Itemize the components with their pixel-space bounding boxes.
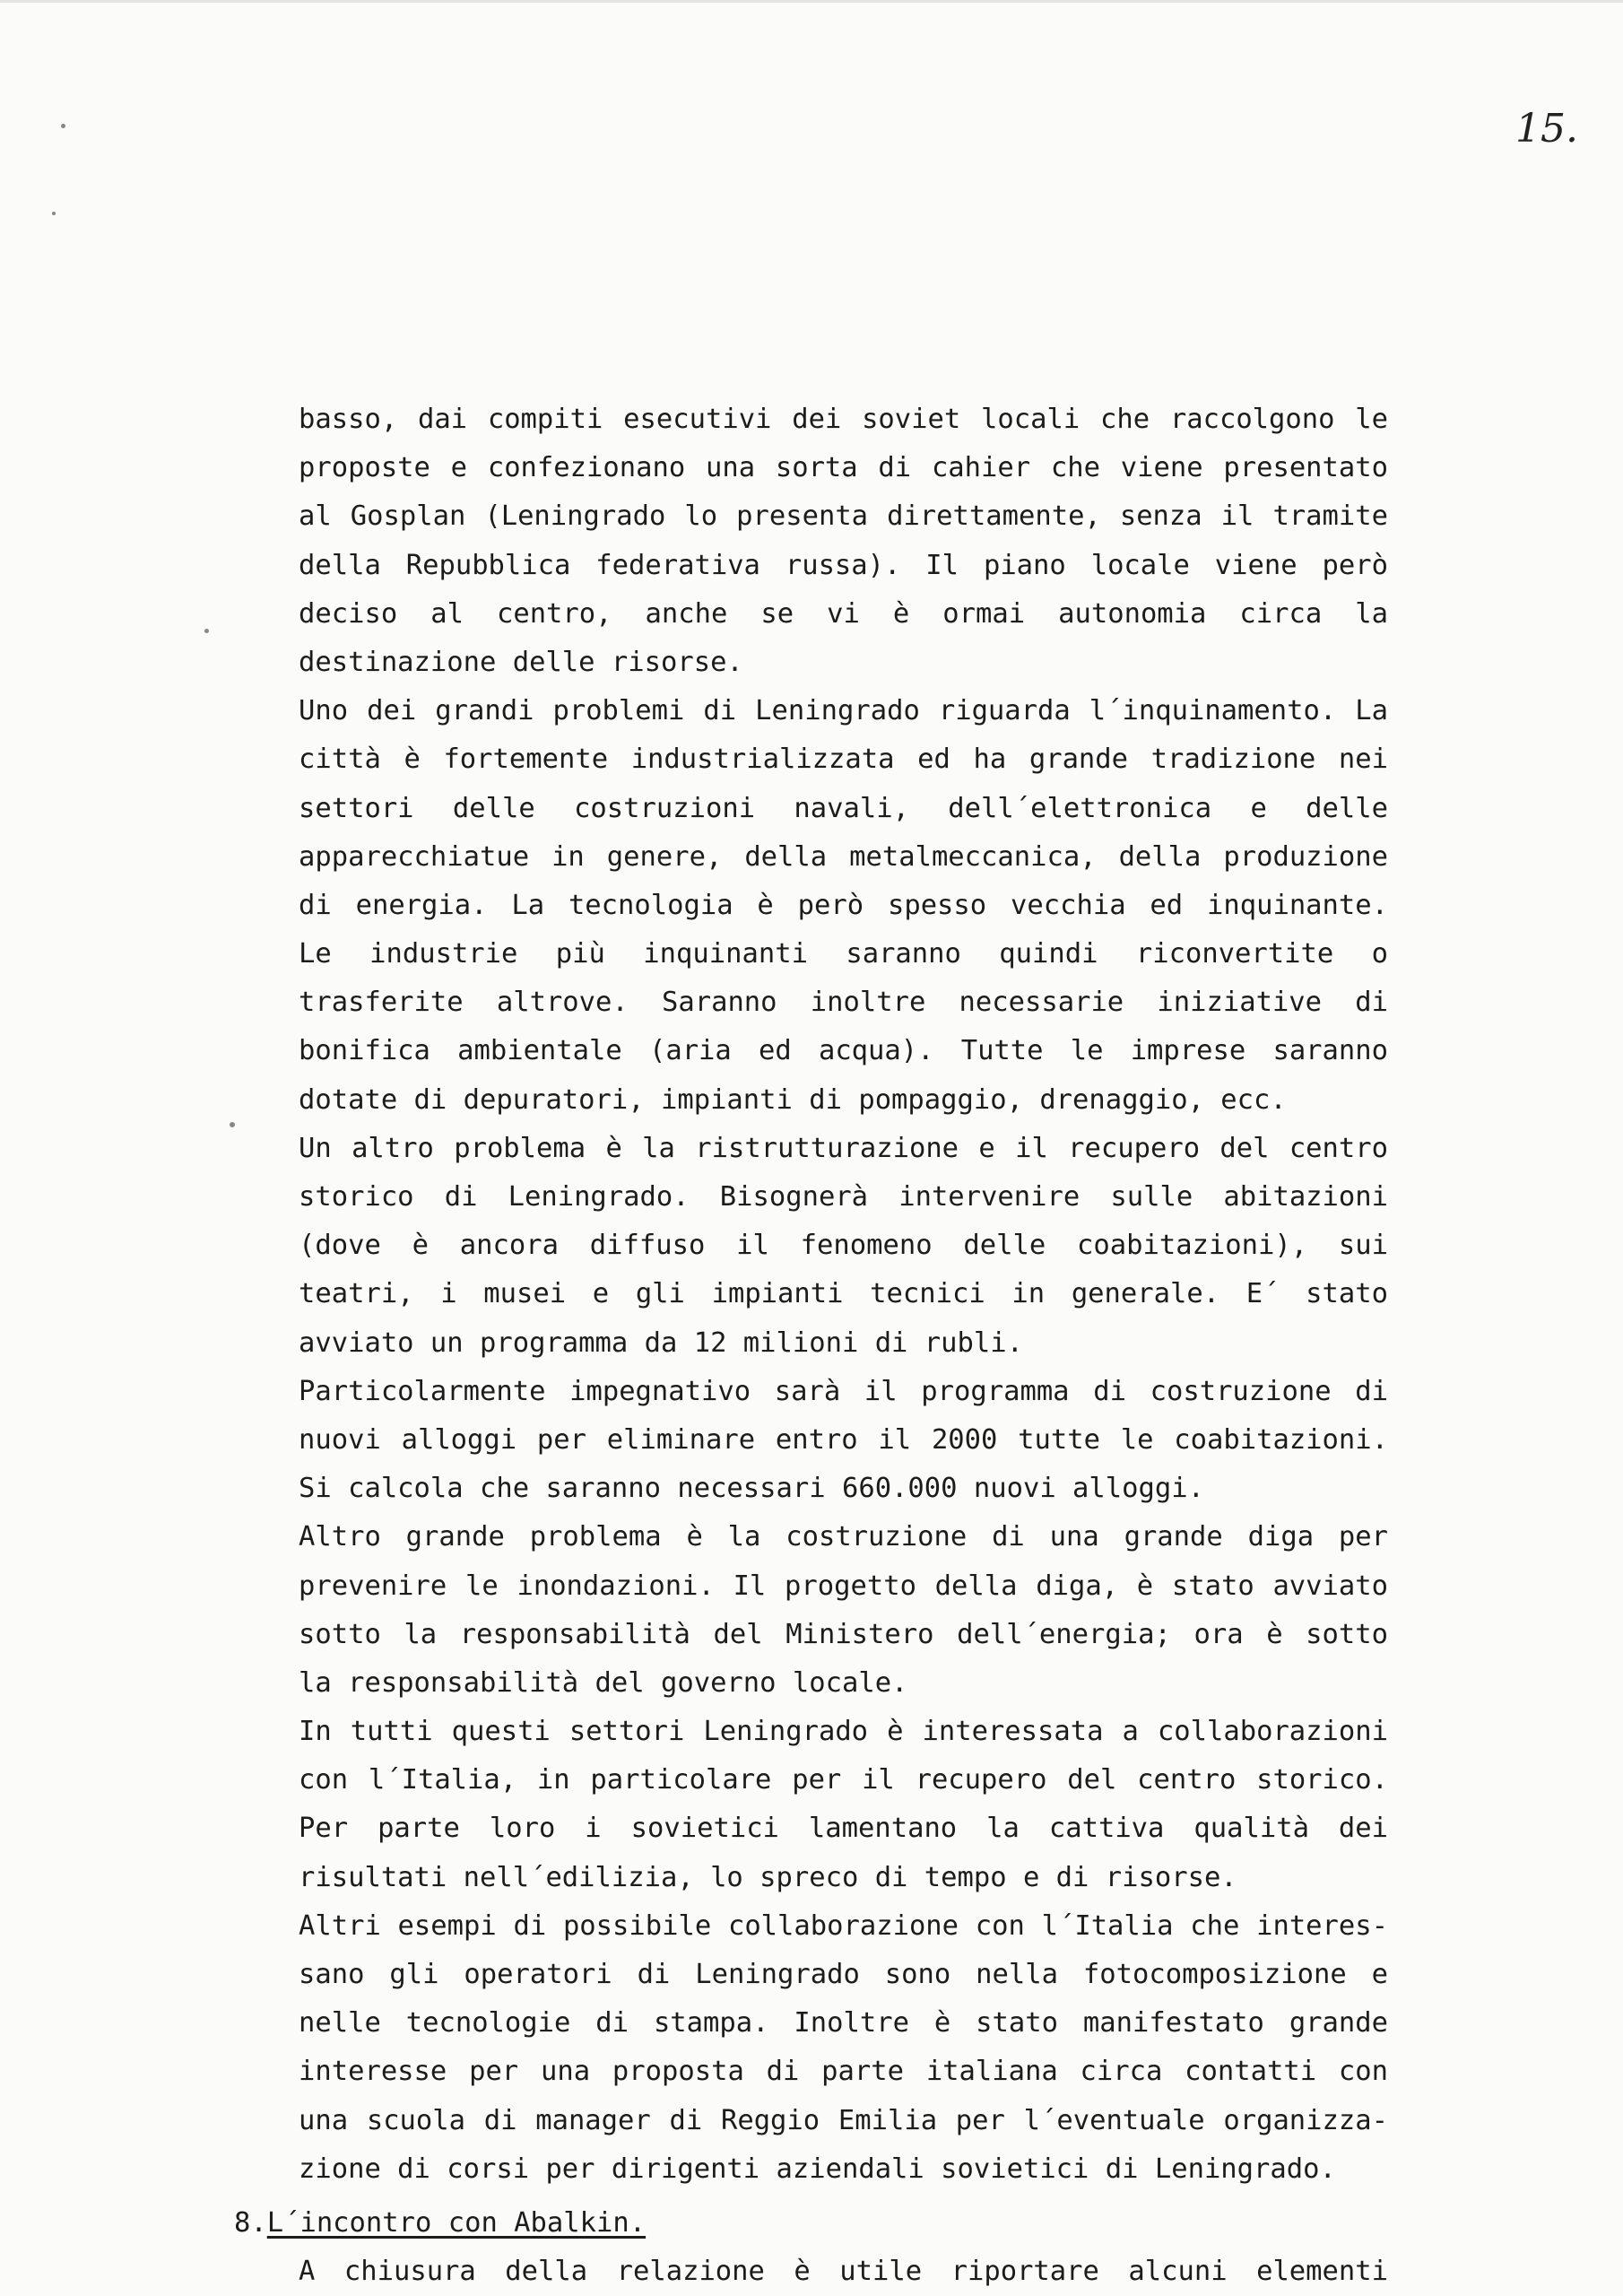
text-line: teatri, i musei e gli impianti tecnici in generale. E´ stato: [299, 1278, 1388, 1310]
page-number: 15.: [1515, 106, 1578, 152]
text-line: la responsabilità del governo locale.: [299, 1666, 908, 1699]
text-line: storico di Leningrado. Bisognerà intervenire sulle abitazioni: [299, 1181, 1388, 1213]
text-line: di energia. La tecnologia è però spesso vecchia ed inquinante.: [299, 889, 1388, 921]
text-line: della Repubblica federativa russa). Il piano locale viene però: [299, 549, 1388, 581]
text-line: nelle tecnologie di stampa. Inoltre è stato manifestato grande: [299, 2007, 1388, 2039]
continuing-text-line: A chiusura della relazione è utile riportare alcuni elementi: [299, 2256, 1388, 2287]
text-line: bonifica ambientale (aria ed acqua). Tutte le imprese saranno: [299, 1035, 1388, 1067]
text-line: interesse per una proposta di parte italiana circa contatti con: [299, 2056, 1388, 2088]
scan-speck: [61, 124, 65, 128]
text-line: apparecchiatue in genere, della metalmeccanica, della produzione: [299, 840, 1388, 873]
text-line: prevenire le inondazioni. Il progetto della diga, è stato avviato: [299, 1570, 1388, 1602]
text-line: destinazione delle risorse.: [299, 646, 743, 678]
text-line: con l´Italia, in particolare per il recupero del centro storico.: [299, 1764, 1388, 1796]
text-line: sotto la responsabilità del Ministero dell´energia; ora è sotto: [299, 1618, 1388, 1650]
text-line: nuovi alloggi per eliminare entro il 2000 tutte le coabitazioni.: [299, 1423, 1388, 1456]
text-line: proposte e confezionano una sorta di cahier che viene presentato: [299, 452, 1388, 484]
text-line: Particolarmente impegnativo sarà il programma di costruzione di: [299, 1375, 1388, 1407]
text-line: città è fortemente industrializzata ed ha grande tradizione nei: [299, 744, 1388, 776]
section-heading: [234, 2199, 646, 2248]
section-number: 8.: [234, 2207, 267, 2239]
text-line: Un altro problema è la ristrutturazione e il recupero del centro: [299, 1132, 1388, 1164]
text-line: (dove è ancora diffuso il fenomeno delle coabitazioni), sui: [299, 1230, 1388, 1262]
text-line: trasferite altrove. Saranno inoltre necessarie iniziative di: [299, 987, 1388, 1019]
text-line: Altro grande problema è la costruzione di una grande diga per: [299, 1521, 1388, 1553]
text-line: In tutti questi settori Leningrado è interessata a collaborazioni: [299, 1716, 1388, 1748]
text-line: Altri esempi di possibile collaborazione con l´Italia che interes-: [299, 1909, 1388, 1942]
text-line: Per parte loro i sovietici lamentano la cattiva qualità dei: [299, 1813, 1388, 1845]
text-line: risultati nell´edilizia, lo spreco di tempo e di risorse.: [299, 1861, 1237, 1893]
text-line: avviato un programma da 12 milioni di rubli.: [299, 1326, 1023, 1359]
scan-speck: [52, 212, 56, 215]
scan-speck: [204, 629, 209, 633]
text-line: dotate di depuratori, impianti di pompaggio, drenaggio, ecc.: [299, 1083, 1287, 1116]
section-title: L´incontro con Abalkin.: [266, 2207, 647, 2239]
text-line: deciso al centro, anche se vi è ormai autonomia circa la: [299, 597, 1388, 630]
document-body: [299, 396, 1388, 2194]
text-line: Si calcola che saranno necessari 660.000 nuovi alloggi.: [299, 1473, 1204, 1505]
text-line: zione di corsi per dirigenti aziendali sovietici di Leningrado.: [299, 2152, 1336, 2185]
text-line: sano gli operatori di Leningrado sono nella fotocomposizione e: [299, 1959, 1388, 1990]
text-line: Le industrie più inquinanti saranno quindi riconvertite o: [299, 938, 1388, 970]
text-line: basso, dai compiti esecutivi dei soviet locali che raccolgono le: [299, 404, 1388, 435]
text-line: settori delle costruzioni navali, dell´elettronica e delle: [299, 792, 1388, 824]
scan-speck: [230, 1122, 235, 1127]
text-line: al Gosplan (Leningrado lo presenta direttamente, senza il tramite: [299, 500, 1388, 533]
page-top-edge: [0, 0, 1623, 3]
text-line: una scuola di manager di Reggio Emilia per l´eventuale organizza-: [299, 2104, 1388, 2136]
text-line: Uno dei grandi problemi di Leningrado riguarda l´inquinamento. La: [299, 695, 1388, 727]
